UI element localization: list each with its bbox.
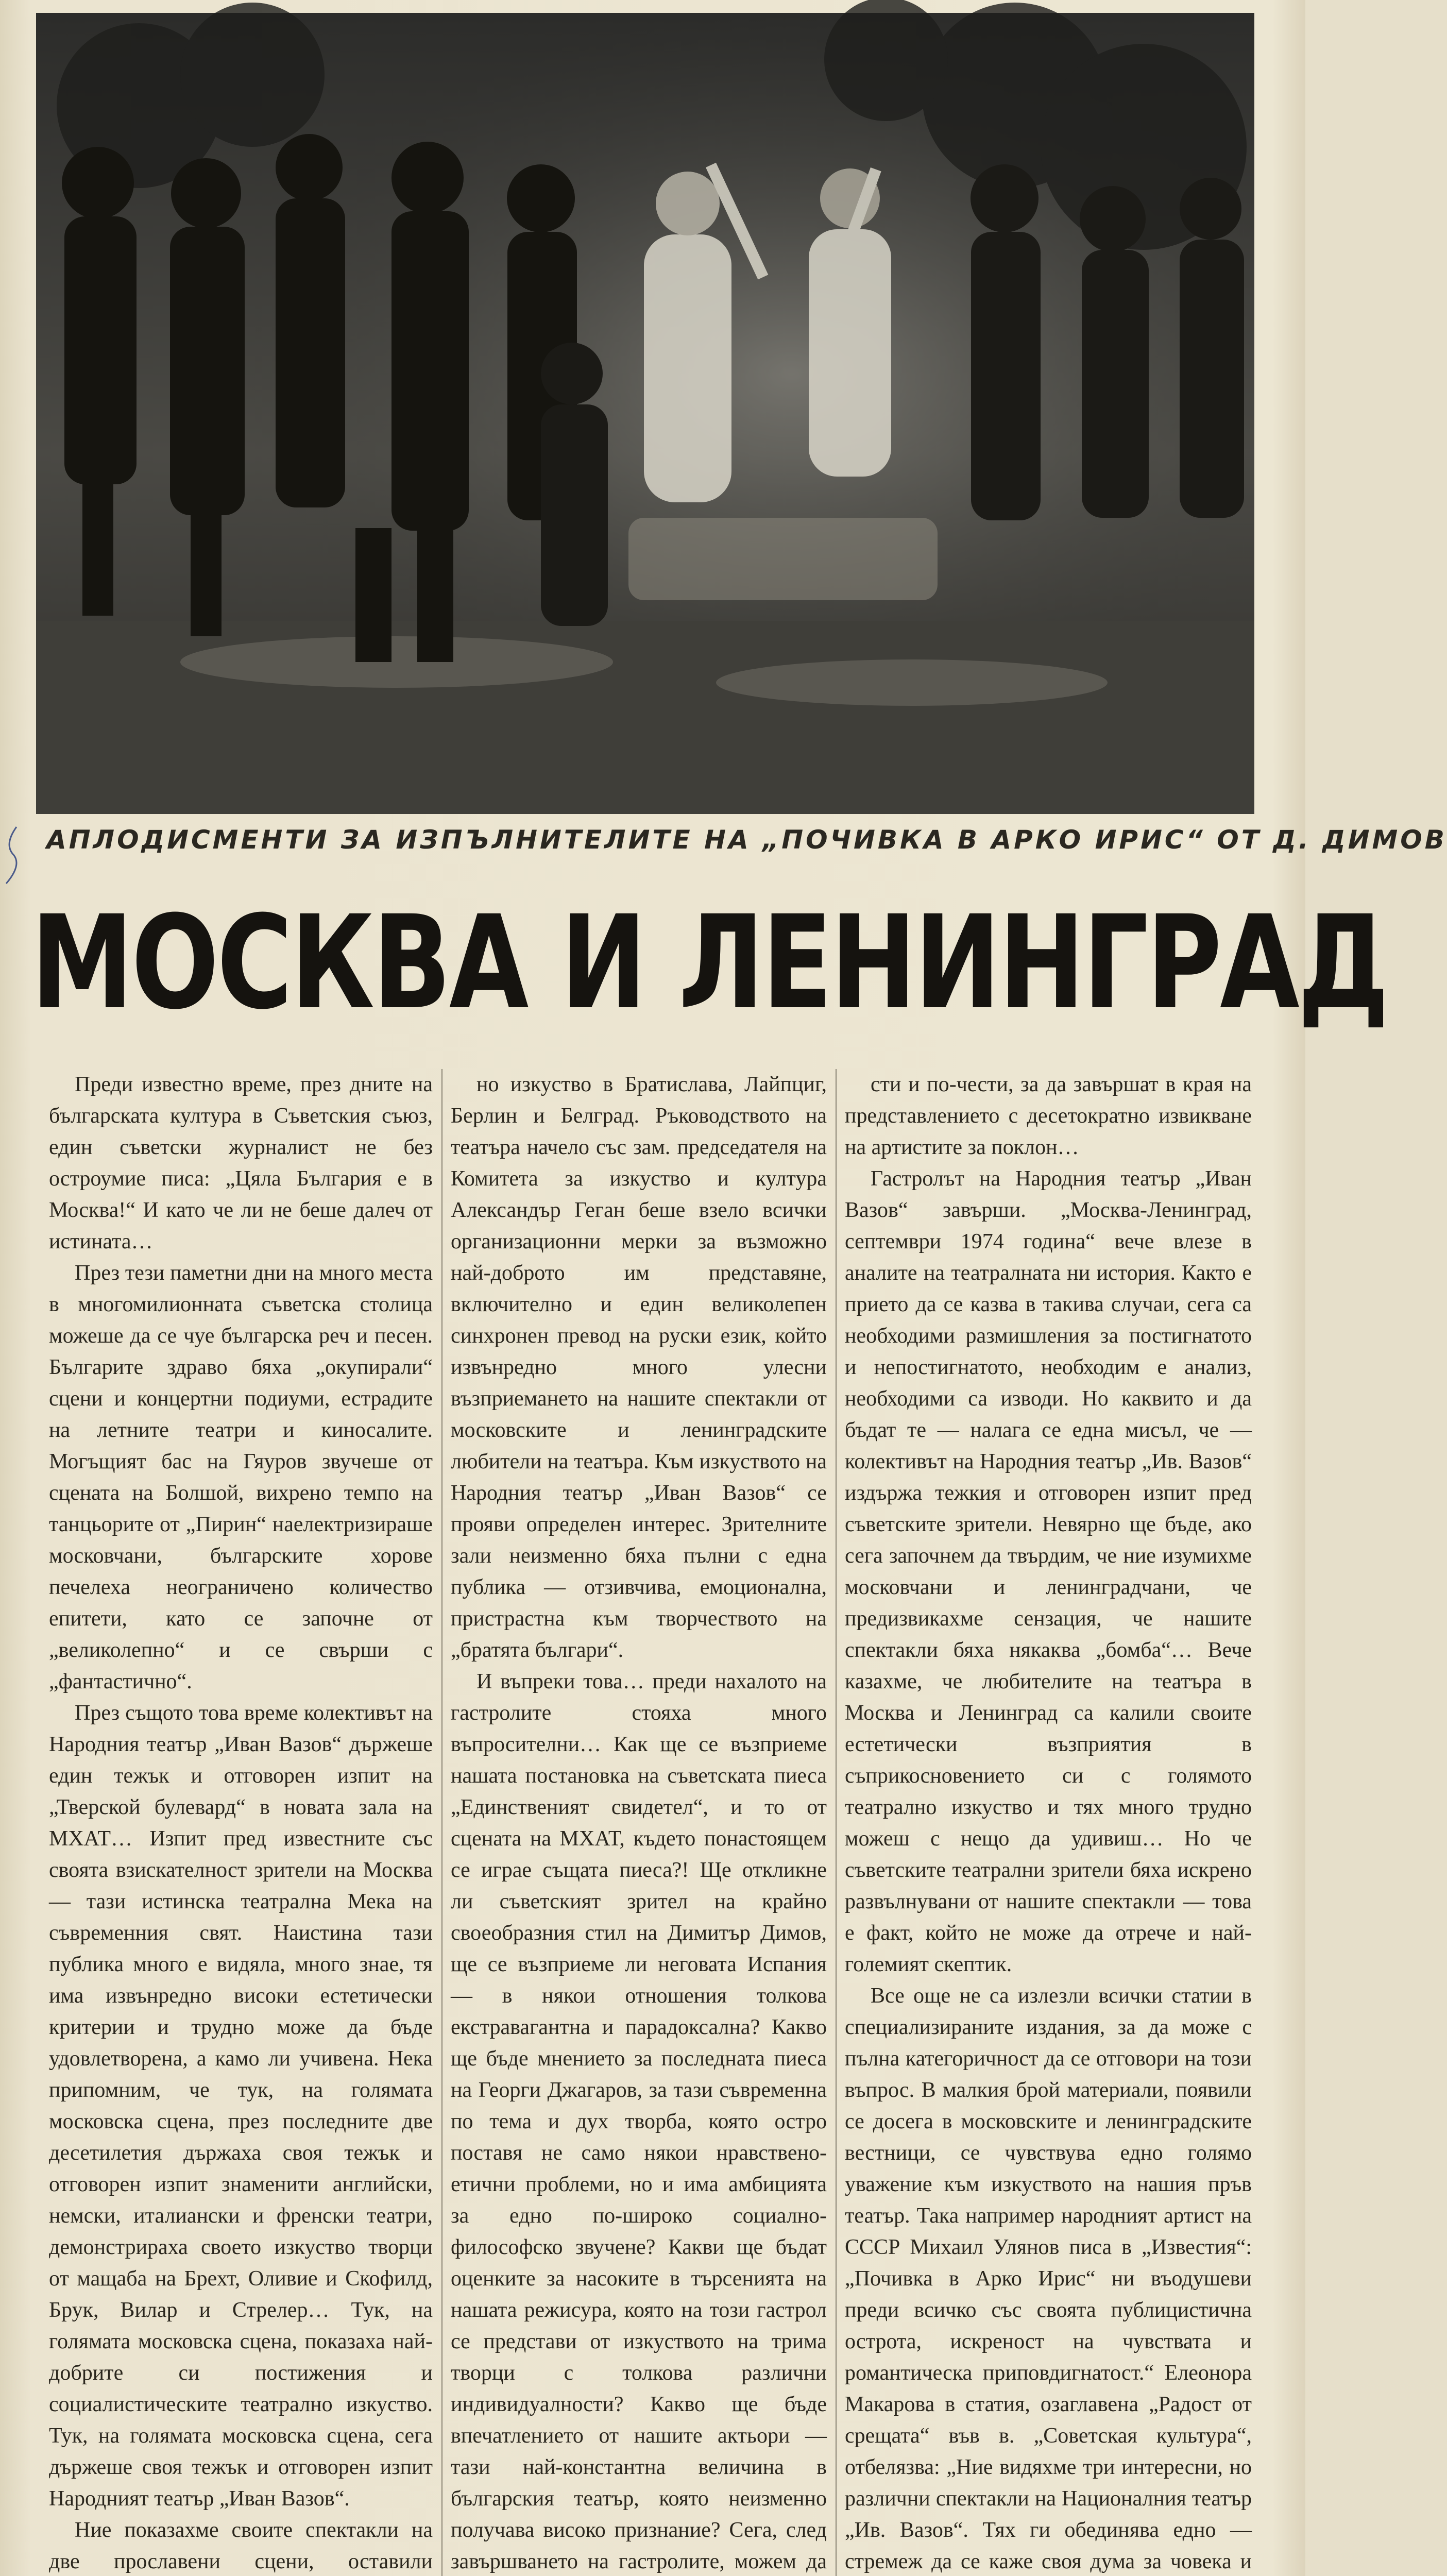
article-paragraph: Преди известно време, през дните на българската култура в Съветския съюз, един съветски журналист не без остроумие писа: „Цяла България е в Москва!“ И като че ли не беше далеч от истината…: [49, 1073, 433, 1253]
headline: МОСКВА И ЛЕНИНГРАД: [31, 888, 1387, 1038]
stage-photo: [36, 13, 1254, 814]
article-paragraph: Гастролът на Народния театър „Иван Вазов“ завърши. „Москва-Ленинград, септември 1974 година“ вече влезе в аналите на театралната ни история. Както е прието да се казва в такива случаи, сега са необходими размишления за постигнатото и непостигнатото, необходим е анализ, необходими са изводи. Но каквито и да бъдат те — налага се една мисъл, че — колективът на Народния театър „Ив. Вазов“ издържа тежкия и отговорен изпит пред съветските зрители. Невярно ще бъде, ако сега започнем да твърдим, че ние изумихме московчани и ленинградчани, че предизвикахме сензация, че нашите спектакли бяха някаква „бомба“… Вече казахме, че любителите на театъра в Москва и Ленинград са калили своите естетически възприятия в съприкосновението си с голямото театрално изкуство и тях много трудно можеш с нещо да удивиш… Но че съветските театрални зрители бяха искрено развълнувани от нашите спектакли — това е факт, който не може да отрече и най-големият скептик.: [845, 1167, 1252, 1976]
article-column-1: [49, 1069, 433, 2576]
article-column-3: [845, 1069, 1252, 2576]
article-paragraph: сти и по-чести, за да завършат в края на представлението с десетократно извикване на артистите за поклон…: [845, 1073, 1252, 1159]
article-column-2: [451, 1069, 827, 2576]
article-paragraph: Все още не са излезли всички статии в специализираните издания, за да може с пълна категоричност да се отговори на този въпрос. В малкия брой материали, появили се досега в московските и ленинградските вестници, се чувствува едно голямо уважение към изкуството на нашия пръв театър. Така например народният артист на СССР Михаил Улянов писа в „Известия“: „Почивка в Арко Ирис“ ни въодушеви преди всичко със своята публицистична острота, искреност на чувствата и романтическа приповдигнатост.“ Елеонора Макарова в статия, озаглавена „Радост от срещата“ във в. „Советская культура“, отбелязва: „Ние видяхме три интересни, но различни спектакли на Националния театър „Ив. Вазов“. Тях ги обединява едно — стремеж да се каже своя дума за човека и: [845, 1984, 1252, 2573]
article-paragraph: И въпреки това… преди нахалото на гастролите стояха много въпросителни… Как ще се възприеме нашата постановка на съветската пиеса „Единственият свидетел“, и то от сцената на МХАТ, където понастоящем се играе същата пиеса?! Ще откликне ли съветският зрител на крайно своеобразния стил на Димитър Димов, ще се възприеме ли неговата Испания — в някои отношения толкова екстравагантна и парадоксална? Какво ще бъде мнението за последната пиеса на Георги Джагаров, за тази съвременна по тема и дух творба, която остро поставя не само някои нравствено-етични проблеми, но и има амбицията за едно по-широко социално-философско звучене? Какви ще бъдат оценките за насоките в търсенията на нашата режисура, която на този гастрол се представи от изкуството на трима творци с толкова различни индивидуалности? Какво ще бъде впечатлението от нашите актьори — тази най-константна величина в българския театър, която неизменно получава високо признание? Сега, след завършването на гастролите, можем да: [451, 1670, 827, 2573]
column-divider: [441, 1069, 442, 2576]
column-divider: [836, 1069, 837, 2576]
article-paragraph: Ние показахме своите спектакли на две прославени сцени, оставили: [49, 2518, 433, 2573]
article-paragraph: През тези паметни дни на много места в многомилионната съветска столица можеше да се чуе българска реч и песен. Българите здраво бяха „окупирали“ сцени и концертни подиуми, естрадите на летните театри и киносалите. Могъщият бас на Гяуров звучеше от сцената на Болшой, вихрено темпо на танцьорите от „Пирин“ наелектризираше московчани, българските хорове печелеха неограничено количество епитети, като се започне от „великолепно“ и се свърши с „фантастично“.: [49, 1261, 433, 1693]
article-paragraph: но изкуство в Братислава, Лайпциг, Берлин и Белград. Ръководството на театъра начело със зам. председателя на Комитета за изкуство и култура Александър Геган беше взело всички организационни мерки за възможно най-доброто им представяне, включително и един великолепен синхронен превод на руски език, който извънредно много улесни възприемането на нашите спектакли от московските и ленинградските любители на театъра. Към изкуството на Народния театър „Иван Вазов“ се прояви определен интерес. Зрителните зали неизменно бяха пълни с една публика — отзивчива, емоционална, пристрастна към творчеството на „братята българи“.: [451, 1073, 827, 1662]
article-paragraph: През същото това време колективът на Народния театър „Иван Вазов“ държеше един тежък и отговорен изпит на „Тверской булевард“ в новата зала на МХАТ… Изпит пред известните със своята взискателност зрители на Москва — тази истинска театрална Мека на съвременния свят. Наистина тази публика много е видяла, много знае, тя има извънредно високи естетически критерии и трудно може да бъде удовлетворена, а камо ли учивена. Нека припомним, че тук, на голямата московска сцена, през последните две десетилетия държаха своя тежък и отговорен изпит знаменити английски, немски, италиански и френски театри, демонстрираха своето изкуство творци от мащаба на Брехт, Оливие и Скофилд, Брук, Вилар и Стрелер… Тук, на голямата московска сцена, показаха най-добрите си постижения и социалистическите театрално изкуство. Тук, на голямата московска сцена, сега държеше своя тежък и отговорен изпит Народният театър „Иван Вазов“.: [49, 1701, 433, 2511]
stage-photo-image: [36, 13, 1254, 814]
ink-mark-icon: [1, 824, 22, 886]
photo-caption: АПЛОДИСМЕНТИ ЗА ИЗПЪЛНИТЕЛИТЕ НА „ПОЧИВКА В АРКО ИРИС“ ОТ Д. ДИМОВ: [46, 825, 1447, 855]
